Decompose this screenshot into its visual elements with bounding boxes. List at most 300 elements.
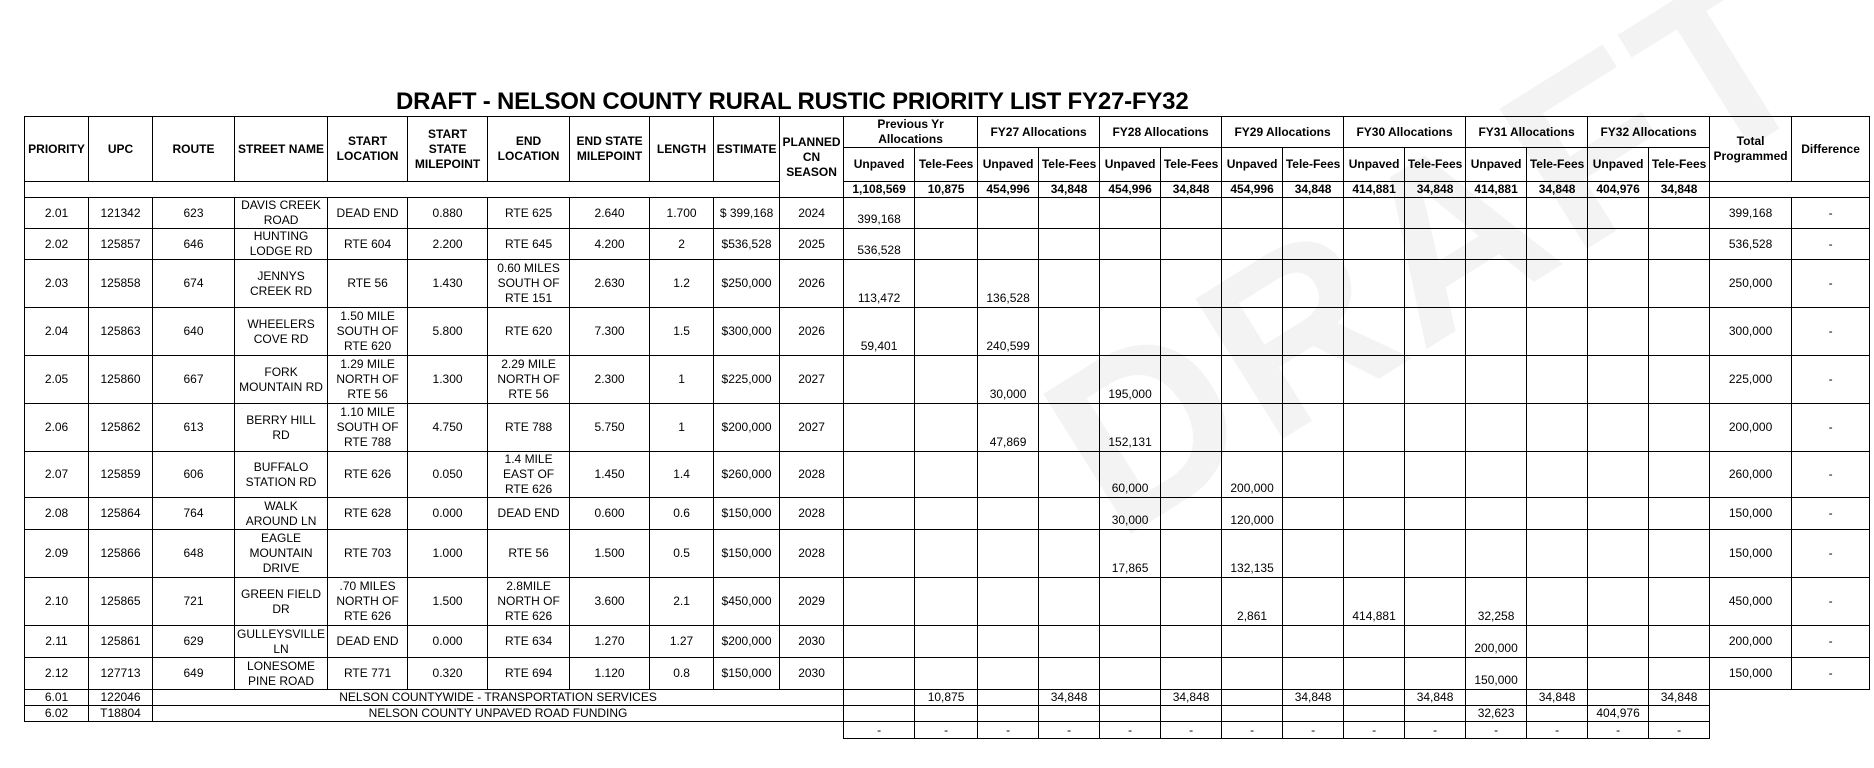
allocation-cell [1161,626,1222,658]
priority-cell: 2.03 [25,260,89,308]
allocation-cell: 240,599 [978,308,1039,356]
length-cell: 1.4 [650,452,714,498]
allocation-cell: 200,000 [1222,452,1283,498]
season-cell: 2027 [780,356,844,404]
priority-cell: 6.02 [25,706,89,722]
allocation-cell [915,308,978,356]
start-location-cell: 1.10 MILE SOUTH OF RTE 788 [328,404,408,452]
allocation-cell [1527,658,1588,690]
allocation-cell [1100,690,1161,706]
priority-cell: 2.09 [25,530,89,578]
difference-cell: - [1792,578,1870,626]
total-programmed-cell: 150,000 [1710,658,1792,690]
total-programmed-cell: 300,000 [1710,308,1792,356]
end-milepoint-cell: 4.200 [570,229,650,260]
priority-cell: 2.06 [25,404,89,452]
allocation-cell [1405,229,1466,260]
estimate-cell: $ 399,168 [714,198,780,229]
empty-cell [1710,706,1870,722]
allocation-cell [1649,198,1710,229]
allocation-cell: 404,976 [1588,706,1649,722]
table-row [25,658,1870,690]
allocation-cell: 34,848 [1405,690,1466,706]
allocation-cell [1100,626,1161,658]
length-cell: 0.5 [650,530,714,578]
estimate-cell: $150,000 [714,498,780,530]
total-programmed-cell: 399,168 [1710,198,1792,229]
start-milepoint-cell: 4.750 [408,404,488,452]
allocation-cell [1527,498,1588,530]
allocation-cell [1222,198,1283,229]
allocation-cell [1222,229,1283,260]
route-cell: 613 [153,404,235,452]
allocation-cell [1405,404,1466,452]
header-unpaved: Unpaved [1222,148,1283,182]
allocation-cell [1344,658,1405,690]
allocation-cell [1588,530,1649,578]
allocation-cell: 152,131 [1100,404,1161,452]
allocation-cell [978,198,1039,229]
header-start-location: START LOCATION [328,117,408,182]
allocation-cell [1344,626,1405,658]
header-street-name: STREET NAME [235,117,328,182]
end-milepoint-cell: 5.750 [570,404,650,452]
allocation-cell [1344,356,1405,404]
season-cell: 2025 [780,229,844,260]
table-row [25,198,1870,229]
allocation-cell [1039,530,1100,578]
special-row [25,706,1870,722]
allocation-cell [1466,356,1527,404]
start-location-cell: RTE 771 [328,658,408,690]
allocation-cell [915,356,978,404]
priority-table [24,116,1870,739]
allocation-cell: 536,528 [844,229,915,260]
allocation-cell [1161,356,1222,404]
allocation-cell [1039,626,1100,658]
allocation-cell: 136,528 [978,260,1039,308]
allocation-cell [1405,356,1466,404]
route-cell: 667 [153,356,235,404]
allocation-cell [915,706,978,722]
header-group-previous: Previous Yr Allocations [844,117,978,148]
upc-cell: T18804 [89,706,153,722]
route-cell: 721 [153,578,235,626]
total-programmed-cell: 260,000 [1710,452,1792,498]
end-location-cell: 0.60 MILES SOUTH OF RTE 151 [488,260,570,308]
allocation-cell [1405,260,1466,308]
end-milepoint-cell: 2.300 [570,356,650,404]
start-milepoint-cell: 1.430 [408,260,488,308]
allocation-cell [1588,626,1649,658]
allocation-cell [1039,658,1100,690]
allocation-cell [1283,452,1344,498]
start-milepoint-cell: 1.500 [408,578,488,626]
start-location-cell: DEAD END [328,198,408,229]
header-tele-fees: Tele-Fees [915,148,978,182]
upc-cell: 122046 [89,690,153,706]
allocation-cell [1649,452,1710,498]
table-row [25,626,1870,658]
allocation-cell [1283,658,1344,690]
allocation-cell [915,229,978,260]
end-location-cell: RTE 56 [488,530,570,578]
difference-cell: - [1792,229,1870,260]
season-cell: 2028 [780,452,844,498]
allocation-cell [1222,658,1283,690]
start-milepoint-cell: 5.800 [408,308,488,356]
allocation-cell [1039,229,1100,260]
allocation-cell [1161,260,1222,308]
allocation-cell [1344,229,1405,260]
end-milepoint-cell: 1.270 [570,626,650,658]
allocation-cell [1344,198,1405,229]
allocation-cell [1527,452,1588,498]
priority-cell: 2.05 [25,356,89,404]
upc-cell: 125861 [89,626,153,658]
allocation-cell [1039,308,1100,356]
allocation-cell [1466,260,1527,308]
end-location-cell: RTE 645 [488,229,570,260]
difference-cell: - [1792,626,1870,658]
header-start-state-milepoint: START STATE MILEPOINT [408,117,488,182]
header-tele-fees: Tele-Fees [1649,148,1710,182]
special-description-cell: NELSON COUNTY UNPAVED ROAD FUNDING [153,706,844,722]
allocation-cell [844,356,915,404]
difference-cell: - [1792,498,1870,530]
allocation-cell [1527,308,1588,356]
allocation-cell [1527,578,1588,626]
estimate-cell: $450,000 [714,578,780,626]
allocation-cell: 34,848 [1283,690,1344,706]
street-name-cell: HUNTING LODGE RD [235,229,328,260]
allocation-cell [1588,404,1649,452]
allocation-cell [1527,198,1588,229]
season-cell: 2028 [780,498,844,530]
difference-cell: - [1792,198,1870,229]
upc-cell: 125863 [89,308,153,356]
allocation-cell: 2,861 [1222,578,1283,626]
allocation-cell [844,626,915,658]
allocation-cell [1405,658,1466,690]
allocation-cell [915,198,978,229]
header-spacer [1710,182,1870,198]
allocation-cell [844,706,915,722]
season-cell: 2026 [780,260,844,308]
allocation-cell [1527,404,1588,452]
allocation-cell [978,706,1039,722]
route-cell: 629 [153,626,235,658]
allocation-cell [1405,530,1466,578]
header-unpaved: Unpaved [1344,148,1405,182]
allocation-cell [1405,498,1466,530]
empty-cell [25,722,844,739]
end-location-cell: RTE 634 [488,626,570,658]
start-milepoint-cell: 0.000 [408,626,488,658]
allocation-cell: 150,000 [1466,658,1527,690]
upc-cell: 125866 [89,530,153,578]
allocation-cell [1283,198,1344,229]
allocation-cell [1344,452,1405,498]
season-cell: 2027 [780,404,844,452]
remaining-cell: - [844,722,915,739]
total-programmed-cell: 200,000 [1710,626,1792,658]
allocation-cell: 414,881 [1344,578,1405,626]
allocation-cell [978,498,1039,530]
length-cell: 1 [650,404,714,452]
priority-cell: 2.10 [25,578,89,626]
table-row [25,308,1870,356]
estimate-cell: $250,000 [714,260,780,308]
upc-cell: 125858 [89,260,153,308]
route-cell: 640 [153,308,235,356]
start-location-cell: DEAD END [328,626,408,658]
total-programmed-cell: 200,000 [1710,404,1792,452]
allocation-cell [1039,452,1100,498]
season-cell: 2030 [780,658,844,690]
start-location-cell: RTE 56 [328,260,408,308]
remaining-cell: - [1344,722,1405,739]
estimate-cell: $536,528 [714,229,780,260]
start-location-cell: 1.50 MILE SOUTH OF RTE 620 [328,308,408,356]
allocation-cell [915,578,978,626]
table-row [25,498,1870,530]
difference-cell: - [1792,404,1870,452]
header-group-fy27: FY27 Allocations [978,117,1100,148]
start-location-cell: .70 MILES NORTH OF RTE 626 [328,578,408,626]
total-programmed-cell: 150,000 [1710,498,1792,530]
allocation-cell: 195,000 [1100,356,1161,404]
difference-cell: - [1792,308,1870,356]
estimate-cell: $300,000 [714,308,780,356]
allocation-total: 34,848 [1161,182,1222,198]
start-location-cell: RTE 628 [328,498,408,530]
allocation-cell: 47,869 [978,404,1039,452]
allocation-cell [915,498,978,530]
total-programmed-cell: 536,528 [1710,229,1792,260]
remaining-cell: - [1283,722,1344,739]
allocation-cell [1100,308,1161,356]
allocation-cell [1161,452,1222,498]
header-unpaved: Unpaved [844,148,915,182]
end-milepoint-cell: 1.120 [570,658,650,690]
priority-cell: 2.01 [25,198,89,229]
street-name-cell: WALK AROUND LN [235,498,328,530]
length-cell: 1.700 [650,198,714,229]
remaining-cell: - [1466,722,1527,739]
allocation-cell [1283,404,1344,452]
allocation-cell [1466,404,1527,452]
allocation-cell [1527,356,1588,404]
start-milepoint-cell: 0.880 [408,198,488,229]
allocation-total: 1,108,569 [844,182,915,198]
allocation-cell [1283,626,1344,658]
header-tele-fees: Tele-Fees [1283,148,1344,182]
allocation-cell [1649,404,1710,452]
allocation-cell [1588,198,1649,229]
allocation-cell [1039,578,1100,626]
allocation-cell [1527,706,1588,722]
route-cell: 674 [153,260,235,308]
total-programmed-cell: 225,000 [1710,356,1792,404]
end-location-cell: 2.8MILE NORTH OF RTE 626 [488,578,570,626]
allocation-cell [1405,626,1466,658]
header-spacer [25,182,780,198]
length-cell: 0.6 [650,498,714,530]
page-title: DRAFT - NELSON COUNTY RURAL RUSTIC PRIORITY LIST FY27-FY32 [396,88,1189,115]
allocation-cell: 60,000 [1100,452,1161,498]
estimate-cell: $200,000 [714,626,780,658]
allocation-cell [915,404,978,452]
allocation-cell [1344,260,1405,308]
season-cell: 2024 [780,198,844,229]
estimate-cell: $200,000 [714,404,780,452]
allocation-total: 414,881 [1344,182,1405,198]
remaining-cell: - [1405,722,1466,739]
end-milepoint-cell: 2.630 [570,260,650,308]
allocation-cell [1466,690,1527,706]
header-total-programmed: Total Programmed [1710,117,1792,182]
allocation-total: 34,848 [1039,182,1100,198]
allocation-total: 454,996 [1222,182,1283,198]
allocation-cell [978,658,1039,690]
allocation-cell: 34,848 [1161,690,1222,706]
allocation-cell [915,626,978,658]
allocation-cell [1222,626,1283,658]
start-location-cell: 1.29 MILE NORTH OF RTE 56 [328,356,408,404]
start-milepoint-cell: 0.320 [408,658,488,690]
header-end-location: END LOCATION [488,117,570,182]
remaining-cell: - [915,722,978,739]
allocation-cell [1222,404,1283,452]
allocation-cell [1588,690,1649,706]
street-name-cell: FORK MOUNTAIN RD [235,356,328,404]
upc-cell: 121342 [89,198,153,229]
allocation-total: 34,848 [1649,182,1710,198]
allocation-cell [1161,404,1222,452]
allocation-cell [1649,308,1710,356]
allocation-cell [1649,530,1710,578]
street-name-cell: WHEELERS COVE RD [235,308,328,356]
allocation-cell [1344,498,1405,530]
allocation-cell [1466,498,1527,530]
season-cell: 2026 [780,308,844,356]
header-tele-fees: Tele-Fees [1161,148,1222,182]
allocation-cell [1466,530,1527,578]
allocation-cell [1649,658,1710,690]
priority-cell: 6.01 [25,690,89,706]
allocation-cell [978,690,1039,706]
header-length: LENGTH [650,117,714,182]
end-location-cell: 1.4 MILE EAST OF RTE 626 [488,452,570,498]
allocation-cell [1649,229,1710,260]
allocation-cell [1161,229,1222,260]
header-tele-fees: Tele-Fees [1527,148,1588,182]
route-cell: 606 [153,452,235,498]
priority-cell: 2.08 [25,498,89,530]
route-cell: 649 [153,658,235,690]
allocation-cell [1588,260,1649,308]
header-unpaved: Unpaved [1588,148,1649,182]
allocation-cell [1100,578,1161,626]
length-cell: 1.2 [650,260,714,308]
header-planned-cn-season: PLANNED CN SEASON [780,117,844,198]
header-tele-fees: Tele-Fees [1039,148,1100,182]
allocation-cell [1588,452,1649,498]
allocation-cell: 132,135 [1222,530,1283,578]
route-cell: 764 [153,498,235,530]
end-location-cell: RTE 788 [488,404,570,452]
allocation-cell [1649,706,1710,722]
allocation-cell [844,578,915,626]
allocation-cell [1283,308,1344,356]
allocation-cell [1466,452,1527,498]
street-name-cell: GREEN FIELD DR [235,578,328,626]
allocation-cell [1344,690,1405,706]
estimate-cell: $260,000 [714,452,780,498]
allocation-cell [978,452,1039,498]
allocation-cell [915,452,978,498]
empty-cell [1710,690,1870,706]
header-upc: UPC [89,117,153,182]
allocation-cell: 120,000 [1222,498,1283,530]
allocation-cell [1588,658,1649,690]
allocation-cell: 113,472 [844,260,915,308]
header-estimate: ESTIMATE [714,117,780,182]
allocation-cell: 17,865 [1100,530,1161,578]
table-row [25,452,1870,498]
upc-cell: 125864 [89,498,153,530]
allocation-cell [844,690,915,706]
allocation-cell [1649,260,1710,308]
project-rows [25,198,1870,690]
priority-cell: 2.12 [25,658,89,690]
upc-cell: 125865 [89,578,153,626]
priority-cell: 2.11 [25,626,89,658]
allocation-cell [1222,356,1283,404]
end-location-cell: RTE 625 [488,198,570,229]
upc-cell: 125857 [89,229,153,260]
allocation-total: 10,875 [915,182,978,198]
allocation-cell [1222,706,1283,722]
allocation-cell [1283,578,1344,626]
street-name-cell: DAVIS CREEK ROAD [235,198,328,229]
priority-cell: 2.04 [25,308,89,356]
allocation-cell [1161,658,1222,690]
header-group-fy32: FY32 Allocations [1588,117,1710,148]
allocation-cell [1039,198,1100,229]
allocation-cell: 200,000 [1466,626,1527,658]
allocation-cell [1039,498,1100,530]
end-milepoint-cell: 1.450 [570,452,650,498]
allocation-cell [1588,498,1649,530]
allocation-cell [1100,658,1161,690]
season-cell: 2029 [780,578,844,626]
allocation-cell [1283,706,1344,722]
priority-cell: 2.02 [25,229,89,260]
upc-cell: 127713 [89,658,153,690]
allocation-cell [1527,260,1588,308]
allocation-cell [1100,260,1161,308]
header-unpaved: Unpaved [1100,148,1161,182]
length-cell: 2.1 [650,578,714,626]
season-cell: 2028 [780,530,844,578]
difference-cell: - [1792,658,1870,690]
start-location-cell: RTE 626 [328,452,408,498]
allocation-cell: 34,848 [1649,690,1710,706]
allocation-cell [1039,404,1100,452]
season-cell: 2030 [780,626,844,658]
